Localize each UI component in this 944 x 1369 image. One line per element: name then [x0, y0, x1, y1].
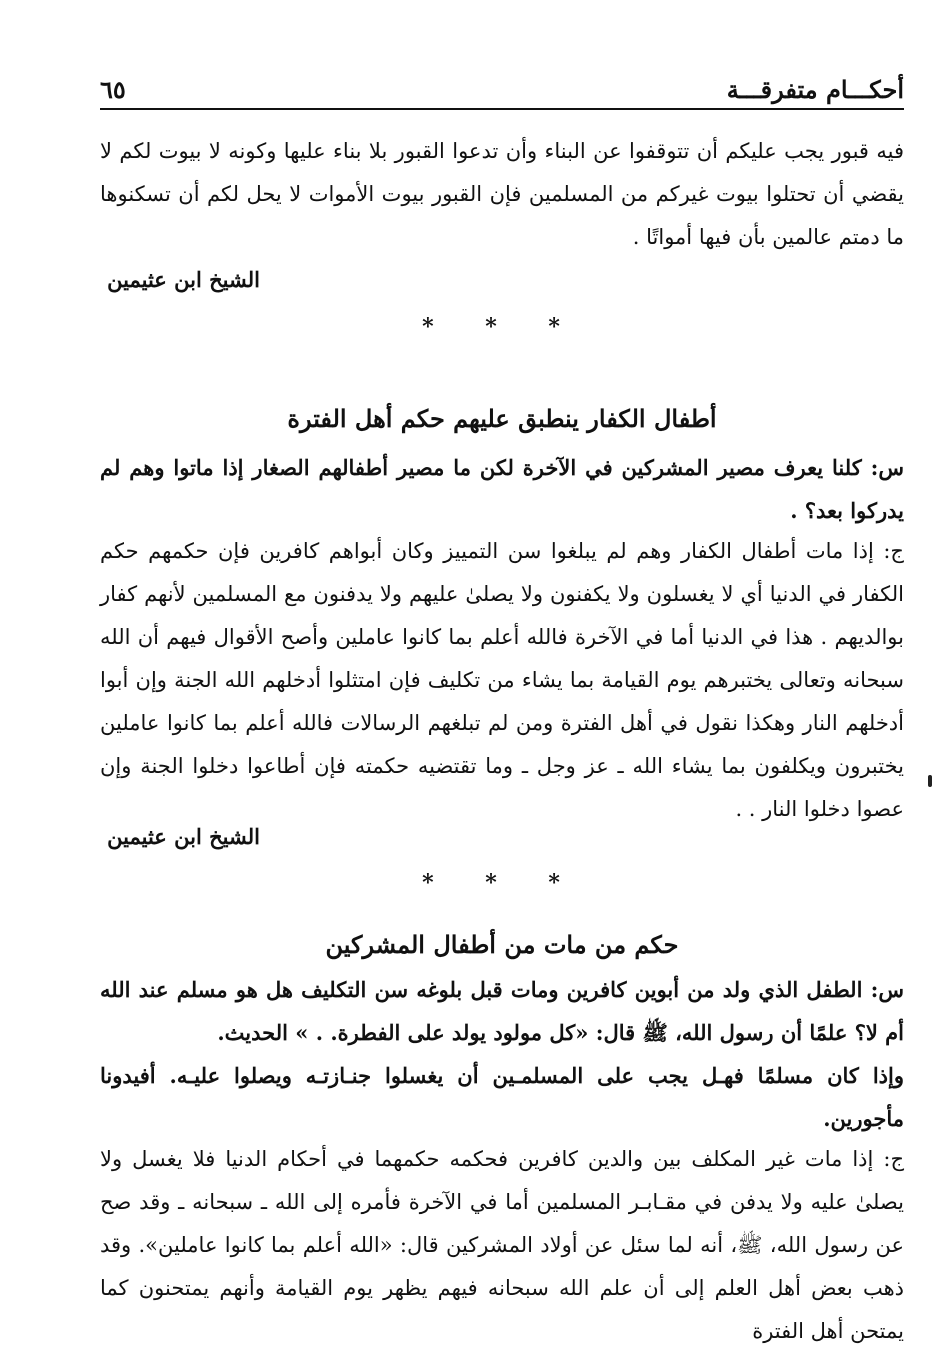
section-2-answer-block [100, 1138, 904, 1353]
page-number: ٦٥ [100, 74, 126, 104]
section-1-signature: الشيخ ابن عثيمين [107, 824, 260, 849]
section-2-question-continued: وإذا كان مسلمًا فهـل يجب على المسلمـين أن يغسلوا جنـازتـه ويصلوا عليـه. أفيدونا مأجورين. [100, 1063, 904, 1131]
section-1-title: أطفال الكفار ينطبق عليهم حكم أهل الفترة [287, 404, 717, 433]
intro-block [100, 130, 904, 259]
intro-signature: الشيخ ابن عثيمين [107, 267, 260, 292]
section-1-question: س: كلنا يعرف مصير المشركين في الآخرة لكن ما مصير أطفالهم الصغار إذا ماتوا وهم لم يدركوا بعد؟ . [100, 455, 904, 523]
book-title: أحكـــام متفرقـــة [726, 74, 904, 104]
section-1-answer: ج: إذا مات أطفال الكفار وهم لم يبلغوا سن التمييز وكان أبواهم كافرين فإن حكمهم حكم الكفار في الدنيا أي لا يغسلون ولا يكفنون ولا يصلىٰ عليهم ولا يدفنون مع المسلمين لأنهم كفار بوالديهم . هذا في الدنيا أما في الآخرة فالله أعلم بما كانوا عاملين وأصح الأقوال فيهم أن الله سبحانه وتعالى يختبرهم يوم القيامة بما يشاء من تكليف فإن امتثلوا أدخلهم الله الجنة وإن أبوا أدخلهم النار وهكذا نقول في أهل الفترة ومن لم تبلغهم الرسالات فالله أعلم بما كانوا عاملين يختبرون ويكلفون بما يشاء الله ـ عز وجل ـ وما تقتضيه حكمته فإن أطاعوا دخلوا الجنة وإن عصوا دخلوا النار . . [100, 539, 904, 821]
intro-paragraph: فيه قبور يجب عليكم أن تتوقفوا عن البناء وأن تدعوا القبور بلا بناء عليها وكونه لا بيوت لكم لا يقضي أن تحتلوا بيوت غيركم من المسلمين فإن القبور بيوت الأموات لا يحل لكم أن تسكنوها ما دمتم عالمين بأن فيها أمواتًا . [100, 139, 904, 249]
margin-mark [928, 775, 932, 787]
header-rule [100, 108, 904, 110]
section-2-question: س: الطفل الذي ولد من أبوين كافرين ومات قبل بلوغه سن التكليف هل هو مسلم عند الله أم لا؟ علمًا أن رسول الله، ﷺ قال: «كل مولود يولد على الفطرة. . » الحديث. [100, 977, 904, 1045]
section-1-question-block [100, 446, 904, 532]
separator-2: * * * [422, 870, 582, 896]
separator-1: * * * [422, 314, 582, 340]
section-2-answer: ج: إذا مات غير المكلف بين والدين كافرين فحكمه حكمهما في أحكام الدنيا فلا يغسل ولا يصلىٰ عليه ولا يدفن في مقـابـر المسلمين أما في الآخرة فأمره إلى الله ـ سبحانه ـ وقد صح عن رسول الله، ﷺ، أنه لما سئل عن أولاد المشركين قال: «الله أعلم بما كانوا عاملين». وقد ذهب بعض أهل العلم إلى أن علم الله سبحانه فيهم يظهر يوم القيامة وأنهم يمتحنون كما يمتحن أهل الفترة [100, 1147, 904, 1343]
page-header [100, 72, 904, 106]
section-2-title: حكم من مات من أطفال المشركين [325, 930, 679, 959]
section-2-question-block [100, 968, 904, 1140]
section-1-answer-block [100, 530, 904, 831]
